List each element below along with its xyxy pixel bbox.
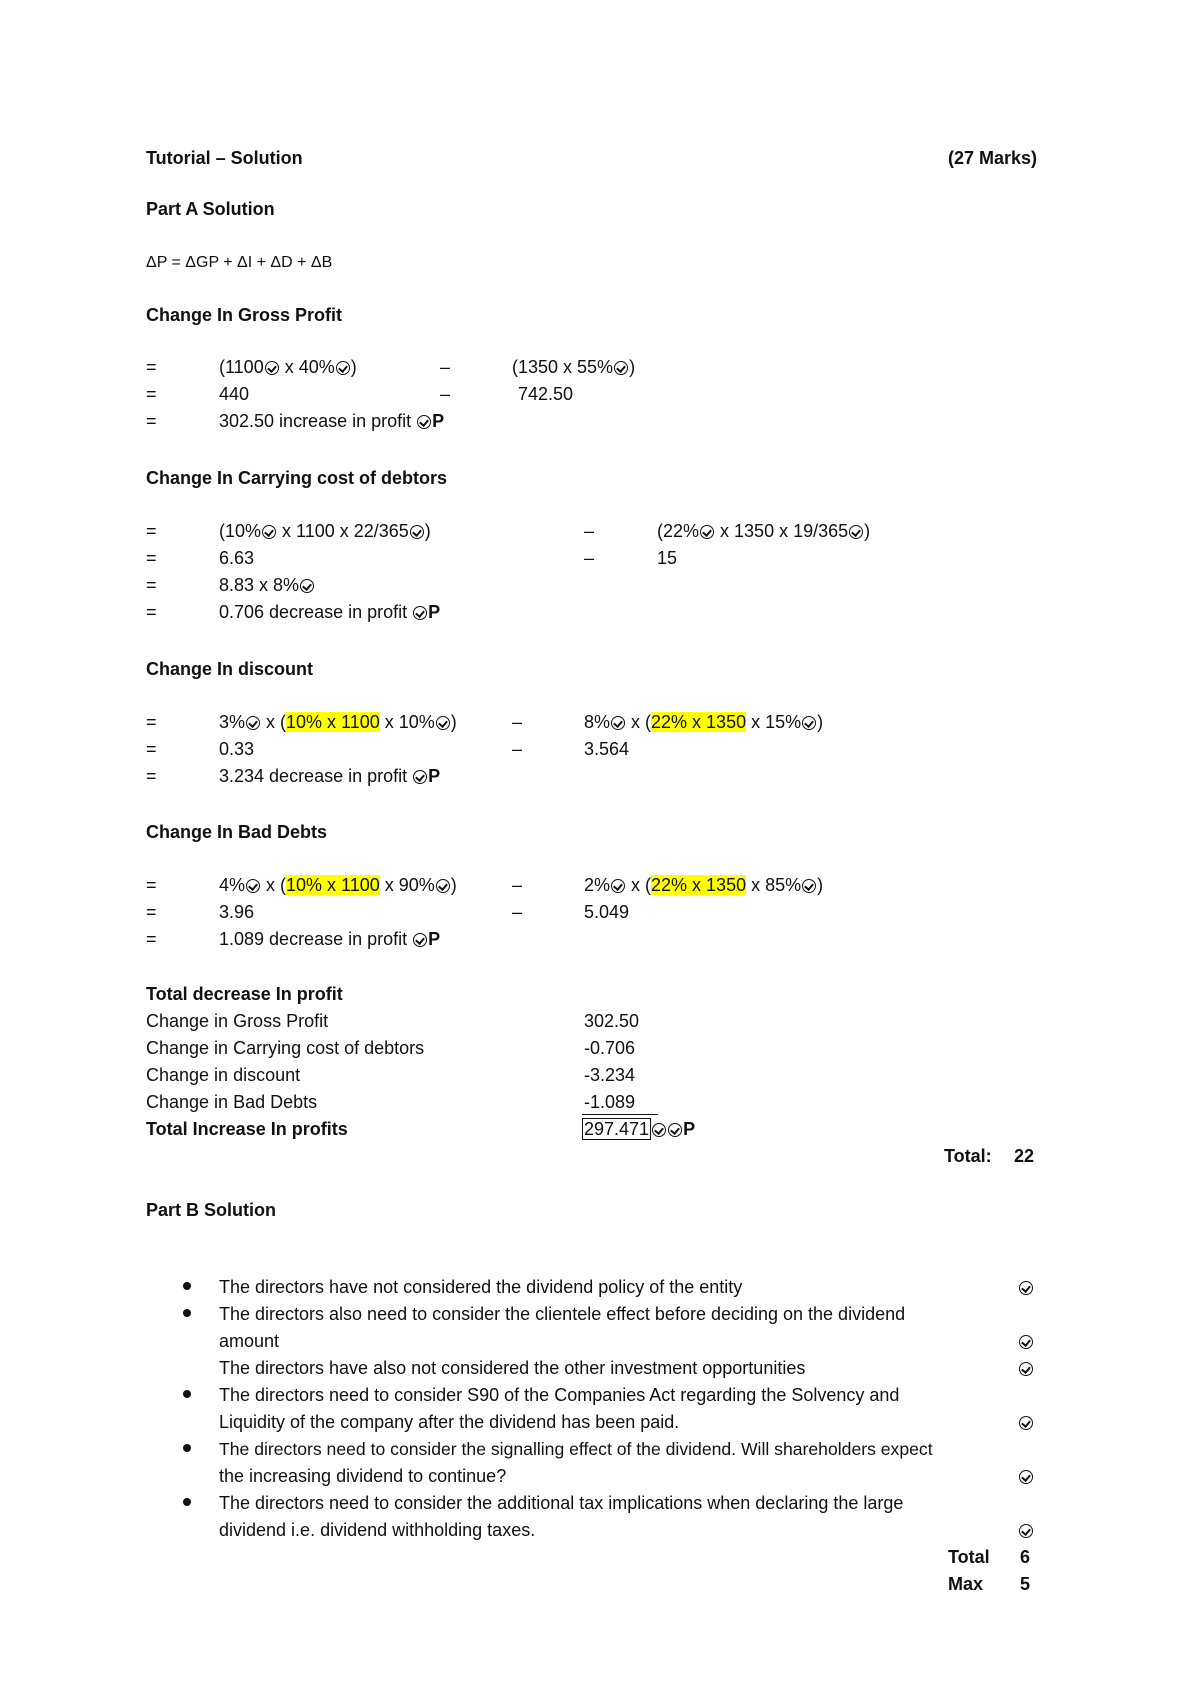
bullet-icon	[183, 1390, 191, 1398]
part-b-total-value: 6	[1020, 1547, 1031, 1567]
tick-icon	[262, 525, 276, 539]
bd-calc-current: 4% x (10% x 1100 x 90% )	[219, 875, 457, 895]
tick-icon	[436, 879, 450, 893]
list-item-continued: amount	[219, 1331, 280, 1351]
disc-calc-proposed: 8% x (22% x 1350 x 15% )	[584, 712, 824, 732]
gp-current-value: 440	[219, 384, 250, 404]
equals-sign: =	[146, 548, 157, 568]
gp-calc-current: (1100 x 40% )	[219, 357, 357, 377]
equals-sign: =	[146, 521, 157, 541]
tick-icon	[417, 415, 431, 429]
cc-rate-calc: 8.83 x 8%	[219, 574, 315, 596]
disc-calc-current: 3% x (10% x 1100 x 10% )	[219, 712, 457, 732]
list-item: The directors have not considered the dividend policy of the entity	[219, 1277, 743, 1297]
tick-mark	[1018, 1519, 1034, 1541]
tick-mark	[1018, 1465, 1034, 1487]
tick-icon	[1019, 1470, 1033, 1484]
part-b-total-label: Total	[948, 1547, 990, 1567]
tick-icon	[246, 716, 260, 730]
bullet-icon	[183, 1444, 191, 1452]
profit-formula: ΔP = ΔGP + ΔI + ΔD + ΔB	[146, 254, 333, 271]
tick-icon	[413, 933, 427, 947]
list-item: The directors need to consider the additional tax implications when declaring the large	[219, 1493, 904, 1513]
tick-icon	[1019, 1335, 1033, 1349]
list-item: The directors have also not considered the other investment opportunities	[219, 1358, 806, 1378]
gp-proposed-value: 742.50	[518, 384, 574, 404]
tick-icon	[1019, 1416, 1033, 1430]
part-b-max-label: Max	[948, 1574, 984, 1594]
gp-calc-proposed: (1350 x 55% )	[512, 357, 636, 377]
summary-label: Change in Bad Debts	[146, 1092, 318, 1112]
minus-sign: –	[440, 357, 451, 377]
equals-sign: =	[146, 929, 157, 949]
equals-sign: =	[146, 357, 157, 377]
cc-result: 0.706 decrease in profit P	[219, 602, 441, 622]
bd-calc-proposed: 2% x (22% x 1350 x 85% )	[584, 875, 824, 895]
summary-label: Change in Gross Profit	[146, 1011, 329, 1031]
part-a-total-value: 22	[1014, 1146, 1035, 1166]
tick-icon	[413, 770, 427, 784]
cc-calc-current: (10% x 1100 x 22/365 )	[219, 521, 431, 541]
summary-value: -0.706	[584, 1038, 636, 1058]
summary-value: -3.234	[584, 1065, 636, 1085]
list-item: The directors need to consider the signalling effect of the dividend. Will shareholders expect	[219, 1439, 933, 1459]
equals-sign: =	[146, 739, 157, 759]
tick-icon	[652, 1123, 666, 1137]
tick-icon	[802, 879, 816, 893]
list-item: The directors need to consider S90 of the Companies Act regarding the Solvency and	[219, 1385, 900, 1405]
minus-sign: –	[512, 739, 523, 759]
equals-sign: =	[146, 902, 157, 922]
tick-icon	[611, 716, 625, 730]
summary-label: Change in Carrying cost of debtors	[146, 1038, 425, 1058]
total-increase-label: Total Increase In profits	[146, 1119, 348, 1139]
tick-icon	[413, 606, 427, 620]
tick-icon	[265, 361, 279, 375]
gross-profit-heading: Change In Gross Profit	[146, 305, 343, 325]
bullet-icon	[183, 1309, 191, 1317]
minus-sign: –	[512, 875, 523, 895]
equals-sign: =	[146, 875, 157, 895]
tick-icon	[436, 716, 450, 730]
list-item: The directors also need to consider the clientele effect before deciding on the dividend	[219, 1304, 906, 1324]
minus-sign: –	[440, 384, 451, 404]
tick-icon	[300, 579, 314, 593]
discount-heading: Change In discount	[146, 659, 314, 679]
equals-sign: =	[146, 411, 157, 431]
subtotal-underline	[582, 1114, 658, 1115]
list-item-continued: dividend i.e. dividend withholding taxes.	[219, 1520, 536, 1540]
tick-icon	[1019, 1524, 1033, 1538]
equals-sign: =	[146, 766, 157, 786]
equals-sign: =	[146, 602, 157, 622]
summary-heading: Total decrease In profit	[146, 984, 343, 1004]
tick-icon	[614, 361, 628, 375]
tick-icon	[700, 525, 714, 539]
bullet-icon	[183, 1282, 191, 1290]
tick-icon	[1019, 1362, 1033, 1376]
tick-mark	[1018, 1357, 1034, 1379]
cc-current-value: 6.63	[219, 548, 255, 568]
document-title: Tutorial – Solution	[146, 148, 303, 168]
list-item-continued: Liquidity of the company after the dividend has been paid.	[219, 1412, 680, 1432]
bd-result: 1.089 decrease in profit P	[219, 929, 441, 949]
tick-icon	[668, 1123, 682, 1137]
disc-proposed-value: 3.564	[584, 739, 630, 759]
total-marks: (27 Marks)	[948, 148, 1038, 168]
bd-proposed-value: 5.049	[584, 902, 630, 922]
summary-label: Change in discount	[146, 1065, 301, 1085]
tick-icon	[802, 716, 816, 730]
part-a-total-label: Total:	[944, 1146, 992, 1166]
part-b-max-value: 5	[1020, 1574, 1031, 1594]
bad-debts-heading: Change In Bad Debts	[146, 822, 328, 842]
tick-icon	[336, 361, 350, 375]
minus-sign: –	[584, 521, 595, 541]
carrying-cost-heading: Change In Carrying cost of debtors	[146, 468, 448, 488]
equals-sign: =	[146, 384, 157, 404]
bd-current-value: 3.96	[219, 902, 255, 922]
list-item-continued: the increasing dividend to continue?	[219, 1466, 507, 1486]
minus-sign: –	[512, 712, 523, 732]
disc-result: 3.234 decrease in profit P	[219, 766, 441, 786]
equals-sign: =	[146, 575, 157, 595]
minus-sign: –	[512, 902, 523, 922]
part-a-heading: Part A Solution	[146, 199, 275, 219]
summary-value: 302.50	[584, 1011, 640, 1031]
tick-mark	[1018, 1276, 1034, 1298]
total-increase-value: 297.471 P	[584, 1119, 696, 1139]
disc-current-value: 0.33	[219, 739, 255, 759]
tick-icon	[246, 879, 260, 893]
tick-icon	[849, 525, 863, 539]
gp-result: 302.50 increase in profit P	[219, 411, 445, 431]
tick-icon	[1019, 1281, 1033, 1295]
minus-sign: –	[584, 548, 595, 568]
summary-value: -1.089	[584, 1092, 636, 1112]
bullet-icon	[183, 1498, 191, 1506]
cc-calc-proposed: (22% x 1350 x 19/365 )	[657, 521, 871, 541]
tick-mark	[1018, 1411, 1034, 1433]
tick-icon	[410, 525, 424, 539]
tick-mark	[1018, 1330, 1034, 1352]
equals-sign: =	[146, 712, 157, 732]
cc-proposed-value: 15	[657, 548, 678, 568]
part-b-heading: Part B Solution	[146, 1200, 276, 1220]
tick-icon	[611, 879, 625, 893]
